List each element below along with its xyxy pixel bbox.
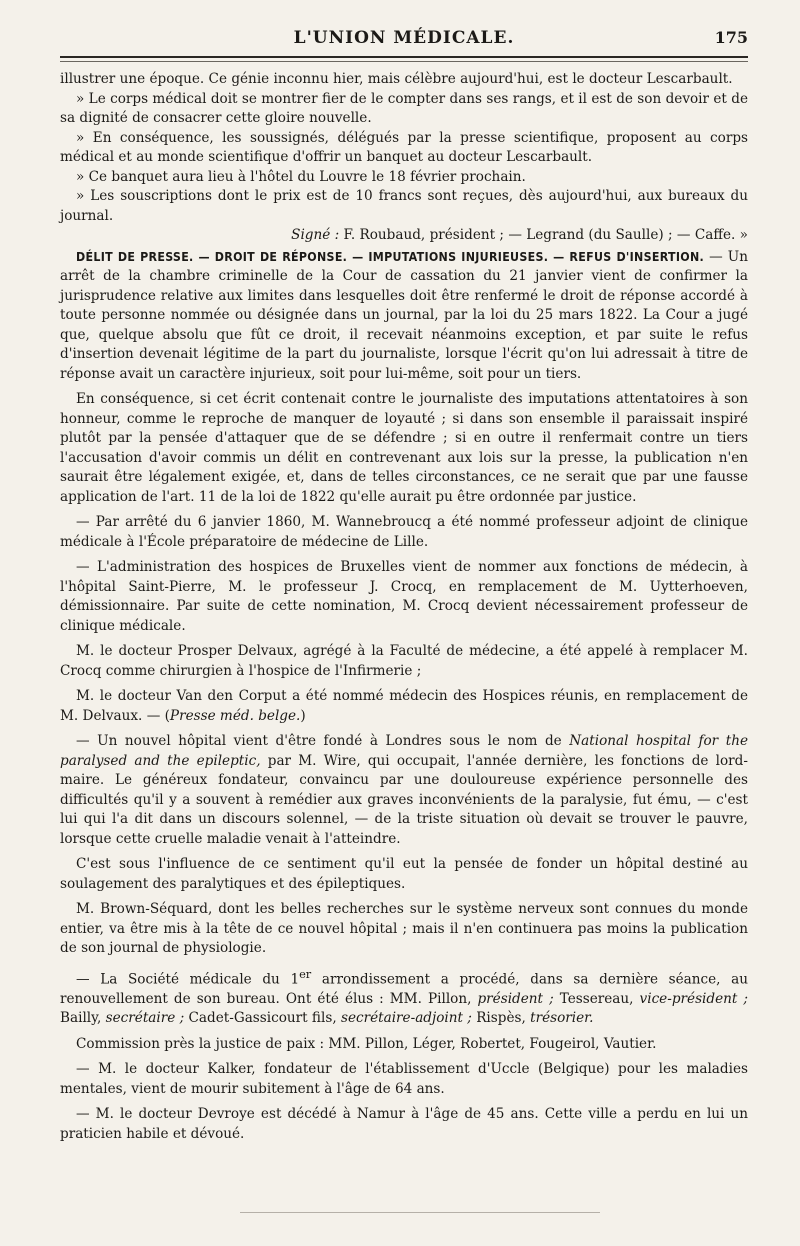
- paragraph: » En conséquence, les soussignés, délégués par la presse scientifique, proposent au corps médical et au monde scientifique d'offrir un banquet au docteur Lescarbault.: [60, 129, 748, 165]
- text: Rispès,: [471, 1010, 531, 1027]
- paragraph: M. le docteur Prosper Delvaux, agrégé à la Faculté de médecine, a été appelé à remplacer M. Crocq comme chirurgien à l'hospice de l'Infirmerie ;: [60, 643, 748, 679]
- signature-label: Signé :: [291, 227, 340, 243]
- page-header: [60, 0, 748, 58]
- page-number: 175: [714, 28, 748, 47]
- signature-names: F. Roubaud, président ; — Legrand (du Saulle) ; — Caffe. »: [343, 227, 748, 243]
- source-citation: Presse méd. belge.: [169, 707, 301, 724]
- text: Cadet-Gassicourt fils,: [184, 1010, 341, 1027]
- paragraph: » Le corps médical doit se montrer fier de le compter dans ses rangs, et il est de son devoir et de sa dignité de consacrer cette gloire nouvelle.: [60, 90, 748, 126]
- section-text: — Un arrêt de la chambre criminelle de la Cour de cassation du 21 janvier vient de confirmer la jurisprudence relative aux limites dans lesquelles doit être renfermé le droit de réponse accordé à toute personne nommée ou désignée dans un journal, par la loi du 25 mars 1822. La Cour a jugé que, quelque absolu que fût ce droit, il recevait néanmoins exception, et par suite le refus d'insertion devenait légitime de la part du journaliste, lorsque l'écrit qu'on lui adressait à titre de réponse avait un caractère injurieux, soit pour lui-même, soit pour un tiers.: [60, 248, 748, 382]
- paragraph-london: [60, 732, 748, 849]
- paragraph-societe: [60, 965, 748, 1029]
- paragraph: illustrer une époque. Ce génie inconnu hier, mais célèbre aujourd'hui, est le docteur Lescarbault.: [60, 71, 733, 87]
- paragraph-corput: [60, 687, 748, 726]
- superscript: er: [299, 966, 312, 981]
- article-body: [60, 70, 748, 1144]
- paragraph: — Par arrêté du 6 janvier 1860, M. Wannebroucq a été nommé professeur adjoint de clinique médicale à l'École préparatoire de médecine de Lille.: [60, 514, 748, 550]
- paragraph: — M. le docteur Kalker, fondateur de l'établissement d'Uccle (Belgique) pour les maladies mentales, vient de mourir subitement à l'âge de 64 ans.: [60, 1061, 748, 1097]
- paragraph: M. Brown-Séquard, dont les belles recherches sur le système nerveux sont connues du monde entier, va être mis à la tête de ce nouvel hôpital ; mais il n'en continuera pas moins la publication de son journal de physiologie.: [60, 901, 748, 956]
- role: secrétaire-adjoint ;: [340, 1010, 472, 1027]
- role: vice-président ;: [639, 990, 748, 1007]
- signature-line: [60, 226, 748, 246]
- text: — La Société médicale du 1: [76, 971, 300, 988]
- paragraph: C'est sous l'influence de ce sentiment qu'il eut la pensée de fonder un hôpital destiné au soulagement des paralytiques et des épileptiques.: [60, 856, 748, 892]
- paragraph: » Les souscriptions dont le prix est de 10 francs sont reçues, dès aujourd'hui, aux bureaux du journal.: [60, 188, 748, 224]
- text: ): [300, 707, 306, 724]
- paragraph: En conséquence, si cet écrit contenait contre le journaliste des imputations attentatoires à son honneur, comme le reproche de manquer de loyauté ; si dans son ensemble il paraissait inspiré plutôt par la pensée d'attaquer que de se défendre ; si en outre il renfermait contre un tiers l'accusation d'avoir commis un délit en contrevenant aux lois sur la presse, la publication n'en saurait être légalement exigée, et, dans de telles circonstances, ce ne serait que par une fausse application de l'art. 11 de la loi de 1822 qu'elle aurait pu être ordonnée par justice.: [60, 391, 748, 505]
- role: trésorier.: [530, 1010, 594, 1027]
- paragraph: — M. le docteur Devroye est décédé à Namur à l'âge de 45 ans. Cette ville a perdu en lui un praticien habile et dévoué.: [60, 1106, 748, 1142]
- text: arrondissement a procédé, dans sa dernière séance, au renouvellement de son bureau. Ont été élus : MM. Pillon,: [60, 971, 748, 1007]
- footer-rule: [240, 1212, 600, 1213]
- role: président ;: [477, 990, 554, 1007]
- section-heading: DÉLIT DE PRESSE. — DROIT DE RÉPONSE. — IMPUTATIONS INJURIEUSES. — REFUS D'INSERTION.: [76, 249, 705, 264]
- journal-title: L'UNION MÉDICALE.: [293, 28, 515, 48]
- paragraph-delit: [60, 248, 748, 385]
- hospital-name: National hospital for the paralysed and the epileptic,: [60, 733, 748, 769]
- text: Bailly,: [60, 1010, 106, 1027]
- text: par M. Wire, qui occupait, l'année dernière, les fonctions de lord-maire. Le généreux fondateur, convaincu par une douloureuse expérience personnelle des difficultés qu'il y a souvent à remédier aux graves inconvénients de la paralysie, fut ému, — c'est lui qui l'a dit dans un discours solennel, — de la triste situation où devait se trouver le pauvre, lorsque cette cruelle maladie venait à l'atteindre.: [60, 752, 748, 847]
- header-rule: [60, 61, 748, 62]
- paragraph: — L'administration des hospices de Bruxelles vient de nommer aux fonctions de médecin, à l'hôpital Saint-Pierre, M. le professeur J. Crocq, en remplacement de M. Uytterhoeven, démissionnaire. Par suite de cette nomination, M. Crocq devient nécessairement professeur de clinique médicale.: [60, 559, 748, 634]
- paragraph: Commission près la justice de paix : MM. Pillon, Léger, Robertet, Fougeirol, Vautier.: [76, 1035, 657, 1052]
- text: M. le docteur Van den Corput a été nommé médecin des Hospices réunis, en remplacement de M. Delvaux. — (: [60, 688, 748, 724]
- text: — Un nouvel hôpital vient d'être fondé à Londres sous le nom de: [76, 733, 570, 749]
- page-footer: [60, 1206, 748, 1226]
- role: secrétaire ;: [105, 1010, 185, 1027]
- text: Tessereau,: [553, 990, 640, 1007]
- paragraph: » Ce banquet aura lieu à l'hôtel du Louvre le 18 février prochain.: [76, 168, 526, 185]
